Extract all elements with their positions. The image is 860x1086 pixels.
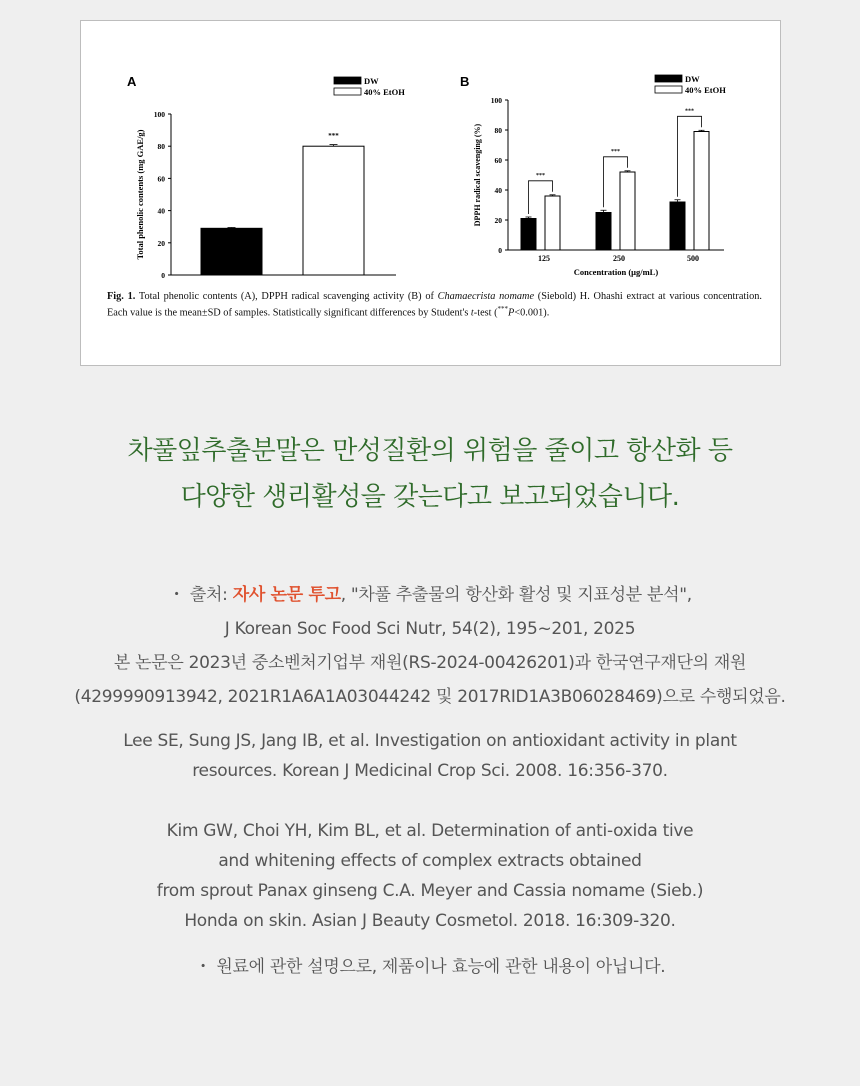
chart-a: [135, 76, 405, 280]
legend-swatch: [655, 75, 682, 82]
panel-b-label: B: [460, 74, 470, 89]
bar-a-dw: [201, 228, 262, 275]
x-tick-label: 125: [538, 254, 550, 263]
ref2-line-1: Kim GW, Choi YH, Kim BL, et al. Determination of anti-oxida tive: [166, 821, 694, 841]
caption-text-1: Total phenolic contents (A), DPPH radical scavenging activity (B) of: [135, 291, 438, 302]
y-tick-label: 20: [157, 238, 165, 248]
disclaimer: ・ 원료에 관한 설명으로, 제품이나 효능에 관한 내용이 아닙니다.: [194, 957, 666, 977]
y-tick-label: 60: [157, 174, 165, 184]
figure-caption: [107, 291, 762, 319]
legend-label: DW: [685, 74, 700, 84]
source-rest: , "차풀 추출물의 항산화 활성 및 지표성분 분석",: [340, 585, 692, 605]
legend-swatch: [334, 88, 361, 95]
y-tick-label: 100: [490, 96, 502, 105]
reference-2: [0, 816, 860, 936]
bar-b-dw: [521, 219, 536, 251]
significance-label: ***: [685, 108, 694, 115]
chart-a-y-label: Total phenolic contents (mg GAE/g): [135, 129, 145, 260]
legend-label: DW: [364, 76, 379, 86]
chart-b: [473, 74, 726, 277]
ref1-line-1: Lee SE, Sung JS, Jang IB, et al. Investigation on antioxidant activity in plant: [123, 731, 737, 751]
headline-line-2: 다양한 생리활성을 갖는다고 보고되었습니다.: [180, 482, 680, 512]
figure-image: [80, 20, 781, 366]
x-tick-label: 250: [613, 254, 625, 263]
y-tick-label: 80: [494, 126, 502, 135]
funding-line-2: (4299990913942, 2021R1A6A1A03044242 및 2017RID1A3B06028469)으로 수행되었음.: [74, 687, 786, 707]
funding-line-1: 본 논문은 2023년 중소벤처기업부 재원(RS-2024-00426201)과 한국연구재단의 재원: [113, 653, 747, 673]
caption-p: P: [508, 307, 515, 319]
caption-species: Chamaecrista nomame: [437, 291, 535, 302]
y-tick-label: 0: [161, 271, 165, 280]
legend-label: 40% EtOH: [364, 87, 405, 97]
bar-b-etoh: [694, 132, 709, 251]
chart-b-y-label: DPPH radical scavenging (%): [473, 123, 482, 227]
source-prefix: ・ 출처:: [168, 585, 233, 605]
caption-t: t: [470, 307, 474, 319]
significance-label: ***: [328, 132, 339, 141]
headline: [0, 428, 860, 520]
significance-label: ***: [611, 148, 620, 155]
legend-label: 40% EtOH: [685, 85, 726, 95]
journal-line: J Korean Soc Food Sci Nutr, 54(2), 195~201, 2025: [224, 619, 636, 639]
caption-text-3: -test (: [473, 307, 498, 319]
legend-swatch: [334, 77, 361, 84]
bar-a-etoh: [303, 146, 364, 275]
caption-lead: Fig. 1.: [107, 291, 136, 302]
y-tick-label: 100: [153, 110, 165, 119]
ref1-line-2: resources. Korean J Medicinal Crop Sci. 2008. 16:356-370.: [192, 761, 668, 781]
source-line: [0, 578, 860, 612]
bar-b-etoh: [620, 172, 635, 250]
y-tick-label: 0: [498, 246, 502, 255]
caption-text-4: <0.001).: [514, 307, 550, 319]
x-tick-label: 500: [687, 254, 699, 263]
y-tick-label: 40: [157, 206, 165, 216]
bar-b-etoh: [545, 196, 560, 250]
ref2-line-3: from sprout Panax ginseng C.A. Meyer and Cassia nomame (Sieb.): [156, 881, 704, 901]
y-tick-label: 80: [157, 142, 165, 152]
ref2-line-4: Honda on skin. Asian J Beauty Cosmetol. 2018. 16:309-320.: [184, 911, 676, 931]
headline-line-1: 차풀잎추출분말은 만성질환의 위험을 줄이고 항산화 등: [127, 436, 733, 466]
chart-b-x-label: Concentration (μg/mL): [573, 267, 659, 277]
source-highlight: 자사 논문 투고: [232, 585, 341, 605]
reference-1: [0, 726, 860, 786]
panel-a-label: A: [127, 74, 137, 89]
bar-b-dw: [670, 202, 685, 250]
legend-swatch: [655, 86, 682, 93]
significance-label: ***: [536, 172, 545, 179]
references: [0, 578, 860, 984]
caption-text-2: (Siebold) H. Ohashi extract at various concentration. Each value is the mean±SD of samples. Statistically significant differences by Student's: [107, 291, 762, 319]
y-tick-label: 40: [494, 186, 502, 195]
y-tick-label: 60: [494, 156, 502, 165]
y-tick-label: 20: [494, 216, 502, 225]
bar-b-dw: [596, 213, 611, 251]
ref2-line-2: and whitening effects of complex extracts obtained: [218, 851, 642, 871]
caption-stars: ***: [497, 305, 509, 313]
